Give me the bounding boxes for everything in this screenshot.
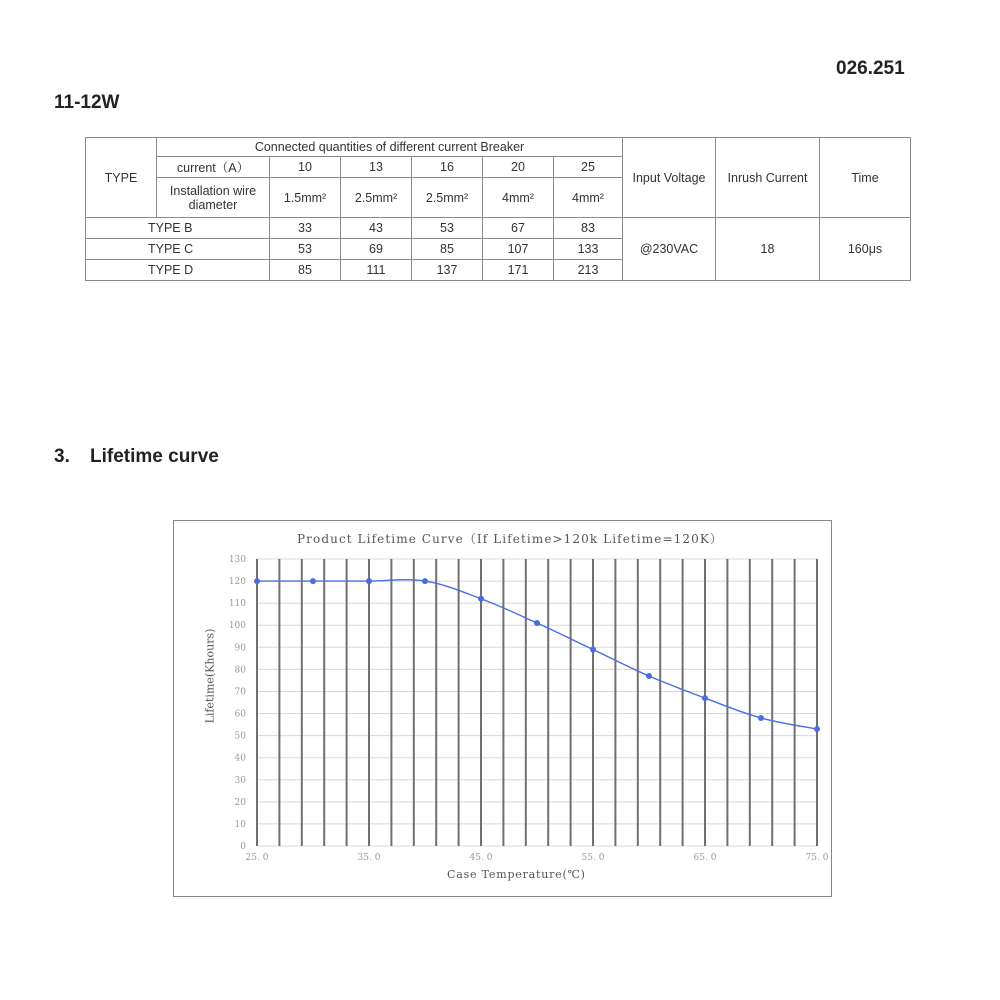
- inrush-current-header: Inrush Current: [716, 138, 820, 218]
- input-voltage-value: @230VAC: [623, 218, 716, 281]
- y-axis-label: Lifetime(Khours): [203, 628, 217, 724]
- wire-value: 1.5mm²: [270, 178, 341, 218]
- wire-value: 2.5mm²: [341, 178, 412, 218]
- y-tick-label: 50: [234, 731, 246, 742]
- current-value: 20: [483, 157, 554, 178]
- y-tick-label: 20: [234, 797, 246, 808]
- y-tick-label: 40: [234, 753, 246, 764]
- cell: 53: [412, 218, 483, 239]
- lifetime-series-line: [257, 580, 817, 729]
- y-tick-label: 60: [234, 709, 246, 720]
- inrush-current-value: 18: [716, 218, 820, 281]
- cell: 133: [554, 239, 623, 260]
- document-code: 026.251: [836, 58, 905, 79]
- cell: 33: [270, 218, 341, 239]
- data-point-marker: [646, 673, 652, 679]
- cell: 53: [270, 239, 341, 260]
- y-tick-label: 90: [234, 643, 246, 654]
- y-tick-label: 100: [228, 621, 246, 632]
- cell: 43: [341, 218, 412, 239]
- x-tick-label: 35. 0: [357, 853, 381, 863]
- row-type: TYPE D: [86, 260, 270, 281]
- data-point-marker: [814, 726, 820, 732]
- wire-value: 4mm²: [554, 178, 623, 218]
- y-tick-label: 70: [234, 687, 246, 698]
- current-value: 16: [412, 157, 483, 178]
- cell: 83: [554, 218, 623, 239]
- data-point-marker: [254, 578, 260, 584]
- x-tick-label: 65. 0: [693, 853, 717, 863]
- wire-diameter-label: Installation wire diameter: [157, 178, 270, 218]
- cell: 213: [554, 260, 623, 281]
- row-type: TYPE B: [86, 218, 270, 239]
- data-point-marker: [534, 620, 540, 626]
- y-tick-label: 130: [228, 555, 246, 565]
- x-tick-label: 55. 0: [581, 853, 605, 863]
- wire-value: 4mm²: [483, 178, 554, 218]
- cell: 67: [483, 218, 554, 239]
- group-header: Connected quantities of different current Breaker: [157, 138, 623, 157]
- x-tick-label: 75. 0: [805, 853, 829, 863]
- cell: 137: [412, 260, 483, 281]
- y-tick-label: 80: [234, 665, 246, 676]
- data-point-marker: [310, 578, 316, 584]
- wire-value: 2.5mm²: [412, 178, 483, 218]
- data-point-marker: [702, 695, 708, 701]
- y-tick-label: 110: [228, 599, 246, 610]
- x-tick-label: 25. 0: [245, 853, 269, 863]
- time-header: Time: [820, 138, 911, 218]
- current-value: 25: [554, 157, 623, 178]
- time-value: 160μs: [820, 218, 911, 281]
- chart-title: Product Lifetime Curve（If Lifetime>120k Lifetime=120K）: [297, 532, 723, 546]
- data-point-marker: [422, 578, 428, 584]
- cell: 107: [483, 239, 554, 260]
- cell: 171: [483, 260, 554, 281]
- input-voltage-header: Input Voltage: [623, 138, 716, 218]
- cell: 85: [270, 260, 341, 281]
- y-tick-label: 0: [240, 842, 246, 852]
- x-tick-label: 45. 0: [469, 853, 493, 863]
- cell: 111: [341, 260, 412, 281]
- y-tick-label: 30: [234, 775, 246, 786]
- y-tick-label: 10: [234, 819, 246, 830]
- data-point-marker: [478, 596, 484, 602]
- data-point-marker: [590, 647, 596, 653]
- y-tick-label: 120: [228, 577, 246, 588]
- cell: 85: [412, 239, 483, 260]
- data-point-marker: [758, 715, 764, 721]
- current-label: current（A）: [157, 157, 270, 178]
- cell: 69: [341, 239, 412, 260]
- section-title: 11-12W: [54, 92, 120, 113]
- x-axis-label: Case Temperature(℃): [447, 868, 586, 881]
- current-value: 10: [270, 157, 341, 178]
- lifetime-section-title: 3. Lifetime curve: [54, 446, 219, 467]
- current-value: 13: [341, 157, 412, 178]
- data-point-marker: [366, 578, 372, 584]
- row-type: TYPE C: [86, 239, 270, 260]
- type-header: TYPE: [86, 138, 157, 218]
